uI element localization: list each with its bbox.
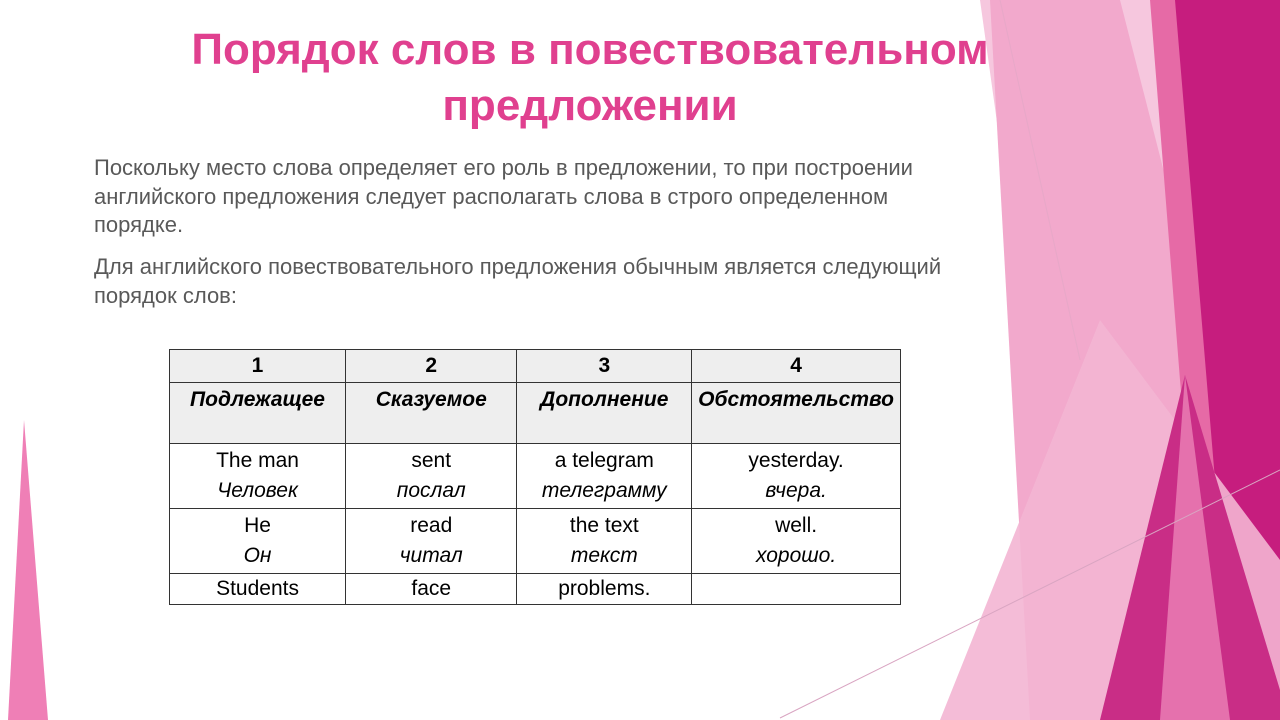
header-subject: Подлежащее <box>170 383 346 444</box>
table-row <box>170 444 901 509</box>
table-cell <box>692 444 901 509</box>
table-cell <box>170 509 346 574</box>
table-cell <box>692 574 901 605</box>
cell-english: face <box>411 577 452 600</box>
cell-english: problems. <box>558 577 651 600</box>
cell-russian: читал <box>399 544 463 567</box>
column-number: 4 <box>692 350 901 383</box>
cell-english: He <box>244 514 271 537</box>
table-number-row <box>170 350 901 383</box>
intro-paragraph: Поскольку место слова определяет его роль в предложении, то при построении английского предложения следует располагать слова в строго определенном порядке. <box>94 155 913 237</box>
cell-english: sent <box>411 449 452 472</box>
table-cell <box>517 509 692 574</box>
table-row <box>170 509 901 574</box>
table-cell <box>692 509 901 574</box>
column-number: 1 <box>170 350 346 383</box>
cell-english: well. <box>775 514 818 537</box>
table-cell <box>517 444 692 509</box>
cell-russian: телеграмму <box>541 479 667 502</box>
cell-russian: Он <box>243 544 272 567</box>
table-cell <box>517 574 692 605</box>
cell-english: Students <box>216 577 299 600</box>
table-cell <box>170 444 346 509</box>
slide-title: Порядок слов в повествовательном предложении <box>191 25 989 130</box>
cell-russian: послал <box>396 479 466 502</box>
cell-english: a telegram <box>554 449 654 472</box>
cell-russian: Человек <box>217 479 298 502</box>
column-number: 2 <box>346 350 517 383</box>
table-row <box>170 574 901 605</box>
column-number: 3 <box>517 350 692 383</box>
cell-russian: хорошо. <box>755 544 837 567</box>
word-order-table <box>169 349 901 605</box>
table-cell <box>346 509 517 574</box>
left-spike-shape <box>8 420 48 720</box>
table-cell <box>170 574 346 605</box>
cell-english: read <box>410 514 453 537</box>
cell-english: the text <box>569 514 639 537</box>
table-cell <box>346 574 517 605</box>
cell-russian: текст <box>570 544 638 567</box>
table-header-row <box>170 383 901 444</box>
cell-english: yesterday. <box>748 449 844 472</box>
table-cell <box>346 444 517 509</box>
order-paragraph: Для английского повествовательного предложения обычным является следующий порядок слов: <box>94 254 942 308</box>
header-object: Дополнение <box>517 383 692 444</box>
header-predicate: Сказуемое <box>346 383 517 444</box>
cell-english: The man <box>216 449 299 472</box>
cell-russian: вчера. <box>765 479 827 502</box>
header-adverbial: Обстоятельство <box>692 383 901 444</box>
